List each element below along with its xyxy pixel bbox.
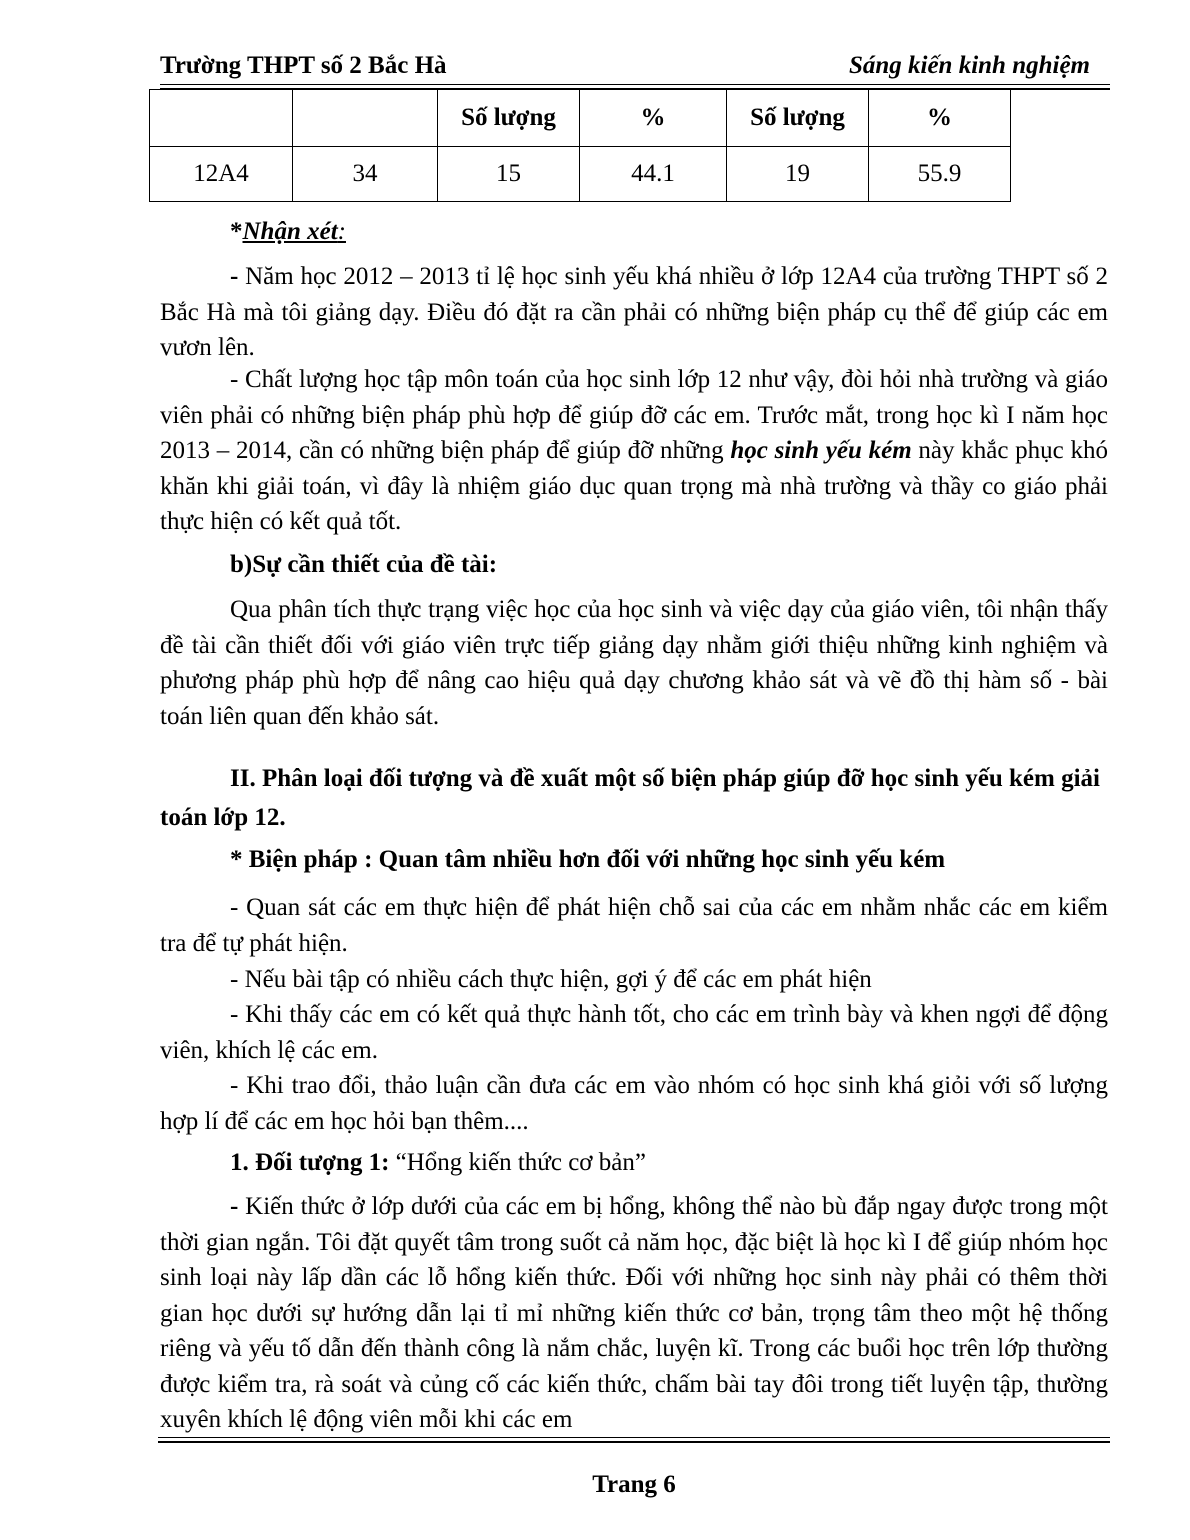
header-rule: [160, 84, 1110, 85]
object1-text: Kiến thức ở lớp dưới của các em bị hổng, không thể nào bù đắp ngay được trong một thời gian ngắn. Tôi đặt quyết tâm trong suốt cả năm học, đặc biệt là học kì I để giúp nhóm học sinh loại này lấp dần các lỗ hổng kiến thức. Đối với những học sinh này phải có thêm thời gian học dưới sự hướng dẫn lại tỉ mỉ những kiến thức cơ bản, trọng tâm theo một hệ thống riêng và yếu tố dẫn đến thành công là nắm chắc, luyện kĩ. Trong các buổi học trên lớp thường được kiểm tra, rà soát và củng cố các kiến thức, chấm bài tay đôi trong tiết luyện tập, thường xuyên khích lệ động viên mỗi khi các em: [160, 1193, 1108, 1433]
comment-title: Nhận xét: [242, 218, 338, 245]
table-cell-total: 34: [293, 147, 438, 202]
comment-paragraph-2: [160, 362, 1108, 540]
section-ii-title-text: II. Phân loại đối tượng và đề xuất một số biện pháp giúp đỡ học sinh yếu kém giải toán lớp 12.: [160, 765, 1100, 831]
page-number: Trang 6: [592, 1471, 676, 1498]
footer-rule-thick: [158, 1441, 1110, 1443]
comment-para2-text-a: - Chất lượng học tập môn toán của học sinh lớp 12 như vậy, đòi hỏi nhà trường và giáo viên phải có những biện pháp phù hợp để giúp đỡ các em. Trước mắt, trong học kì I năm học 2013 – 2014, cần có những biện pháp để giúp đỡ những: [160, 366, 1108, 464]
table-header-cell: Số lượng: [727, 90, 869, 147]
header-doc-type: Sáng kiến kinh nghiệm: [848, 52, 1090, 79]
comment-star: *: [230, 218, 243, 245]
table-cell-count-b: 19: [727, 147, 869, 202]
object1-quote: “Hổng kiến thức cơ bản”: [389, 1149, 646, 1176]
measure-item-2: [160, 962, 1108, 998]
footer-rule: [158, 1437, 1110, 1438]
comment-paragraph-1: [160, 259, 1108, 366]
section-b-title: b)Sự cần thiết của đề tài:: [230, 551, 498, 578]
measure-title: * Biện pháp : Quan tâm nhiều hơn đối với những học sinh yếu kém: [230, 846, 946, 873]
table-header-cell: Số lượng: [438, 90, 580, 147]
table-header-cell: [293, 90, 438, 147]
object1-label: 1. Đối tượng 1:: [230, 1149, 390, 1176]
object1-paragraph: [160, 1189, 1108, 1438]
section-b-paragraph: [160, 592, 1108, 734]
table-header-cell: %: [869, 90, 1011, 147]
table-header-cell: [150, 90, 293, 147]
comment-heading: [230, 218, 346, 246]
table-row: [150, 147, 1011, 202]
stats-table: [149, 89, 1011, 202]
table-header-row: [150, 90, 1011, 147]
measure-item-4-text: - Khi trao đổi, thảo luận cần đưa các em vào nhóm có học sinh khá giỏi với số lượng hợp lí để các em học hỏi bạn thêm....: [160, 1072, 1108, 1135]
section-ii-title: [160, 759, 1108, 837]
measure-item-2-text: - Nếu bài tập có nhiều cách thực hiện, gợi ý để các em phát hiện: [230, 966, 872, 993]
measure-item-1: [160, 890, 1108, 961]
comment-para1-text: Năm học 2012 – 2013 tỉ lệ học sinh yếu khá nhiều ở lớp 12A4 của trường THPT số 2 Bắc Hà mà tôi giảng dạy. Điều đó đặt ra cần phải có những biện pháp cụ thể để giúp các em vươn lên.: [160, 263, 1108, 361]
measure-item-4: [160, 1068, 1108, 1139]
table-cell-percent-a: 44.1: [580, 147, 727, 202]
table-cell-count-a: 15: [438, 147, 580, 202]
object1-dash: -: [230, 1193, 239, 1220]
table-cell-class: 12A4: [150, 147, 293, 202]
comment-colon: :: [337, 218, 346, 245]
measure-item-3-text: - Khi thấy các em có kết quả thực hành tốt, cho các em trình bày và khen ngợi để động viên, khích lệ các em.: [160, 1001, 1108, 1064]
comment-para1-dash: -: [230, 263, 239, 290]
object1-heading: [230, 1149, 646, 1177]
table-header-cell: %: [580, 90, 727, 147]
measure-item-1-text: - Quan sát các em thực hiện để phát hiện chỗ sai của các em nhằm nhắc các em kiểm tra để tự phát hiện.: [160, 894, 1108, 957]
table-cell-percent-b: 55.9: [869, 147, 1011, 202]
section-b-text: Qua phân tích thực trạng việc học của học sinh và việc dạy của giáo viên, tôi nhận thấy đề tài cần thiết đối với giáo viên trực tiếp giảng dạy nhằm giới thiệu những kinh nghiệm và phương pháp phù hợp để nâng cao hiệu quả dạy chương khảo sát và vẽ đồ thị hàm số - bài toán liên quan đến khảo sát.: [160, 596, 1108, 730]
comment-para2-emphasis: học sinh yếu kém: [730, 437, 912, 464]
comment-para2-text-b: này khắc phục khó khăn khi giải toán, vì đây là nhiệm giáo dục quan trọng mà nhà trường và thầy co giáo phải thực hiện có kết quả tốt.: [160, 437, 1108, 535]
measure-item-3: [160, 997, 1108, 1068]
header-school: Trường THPT số 2 Bắc Hà: [160, 52, 447, 79]
